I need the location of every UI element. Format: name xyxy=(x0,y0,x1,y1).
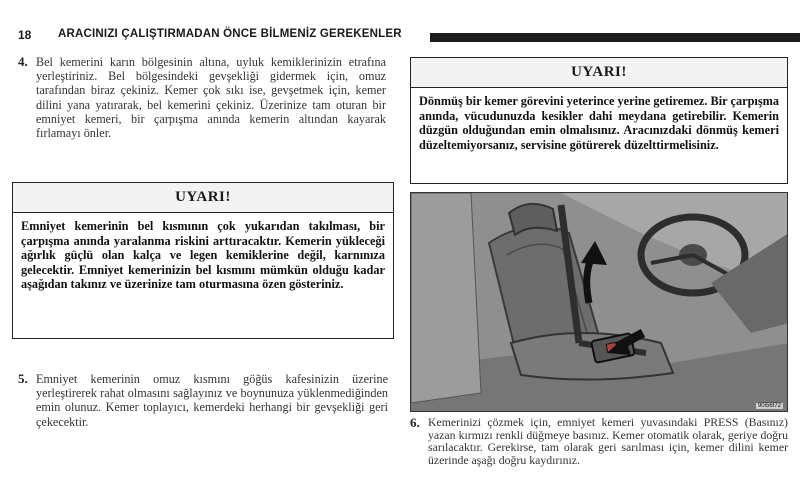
step-4 xyxy=(18,55,386,167)
page-header xyxy=(18,28,798,44)
warning-text: Dönmüş bir kemer görevini yeterince yerine getiremez. Bir çarpışma anında, vücudunuzda kesikler dahi meydana getirebilir. Kemerin düzgün olduğundan emin olmalısınız. Aracınızdaki dönmüş kemeri düzeltemiyorsanız, servisine götürerek düzelttirmelisiniz. xyxy=(419,94,779,152)
header-rule xyxy=(430,33,800,42)
step-number: 5. xyxy=(18,371,28,386)
seatbelt-illustration xyxy=(410,192,788,412)
step-text: Emniyet kemerinin omuz kısmını göğüs kafesinizin üzerine yerleştirerek rahat olmasını sağlayınız ve boynunuza yüklenmediğinden emin olunuz. Kemer toplayıcı, kemerdeki herhangi bir gevşekliği geri çekecektir. xyxy=(36,372,388,429)
warning-box-belt-position xyxy=(12,182,394,339)
warning-text: Emniyet kemerinin bel kısmının çok yukarıdan takılması, bir çarpışma anında yaralanma riskini arttıracaktır. Kemerin yükleceği ağırlık güçlü olan kalça ve legen kemiklerine değil, karnınıza gelecektir. Emniyet kemerinizin bel kısmını mümkün olduğu kadar aşağıdan takınız ve üzerinize tam oturmasına özen gösteriniz. xyxy=(21,219,385,292)
figure-code: 90i56f72 xyxy=(757,403,781,409)
seatbelt-drawing xyxy=(411,193,788,412)
warning-title: UYARI! xyxy=(411,58,787,88)
step-text: Kemerinizi çözmek için, emniyet kemeri yuvasındaki PRESS (Basınız) yazan kırmızı renkli düğmeye basınız. Kemer otomatik olarak, geriye doğru sarılacaktır. Gerekirse, tam olarak geri sarılması için, kemer dilini kemer üzerinde aşağı doğru kaydırınız. xyxy=(428,415,788,467)
step-number: 4. xyxy=(18,54,28,69)
step-5 xyxy=(18,372,388,442)
step-6 xyxy=(410,416,788,480)
chapter-title: ARACINIZI ÇALIŞTIRMADAN ÖNCE BİLMENİZ GEREKENLER xyxy=(58,28,402,40)
warning-box-twisted-belt xyxy=(410,57,788,184)
step-number: 6. xyxy=(410,415,420,430)
warning-title: UYARI! xyxy=(13,183,393,213)
page-number: 18 xyxy=(18,28,32,42)
step-text: Bel kemerini karın bölgesinin altına, uyluk kemiklerinizin etrafına yerleştiriniz. Bel bölgesindeki gevşekliği gidermek için, omuz tarafından biraz çekiniz. Kemer çok sıkı ise, gevşetmek için, kemer dilini yana yatırarak, bel kemerini çekiniz. Üzerinize tam oturan bir emniyet kemeri, bir çarpışma anında kemerin altından kayarak fırlamayı önler. xyxy=(36,55,386,141)
